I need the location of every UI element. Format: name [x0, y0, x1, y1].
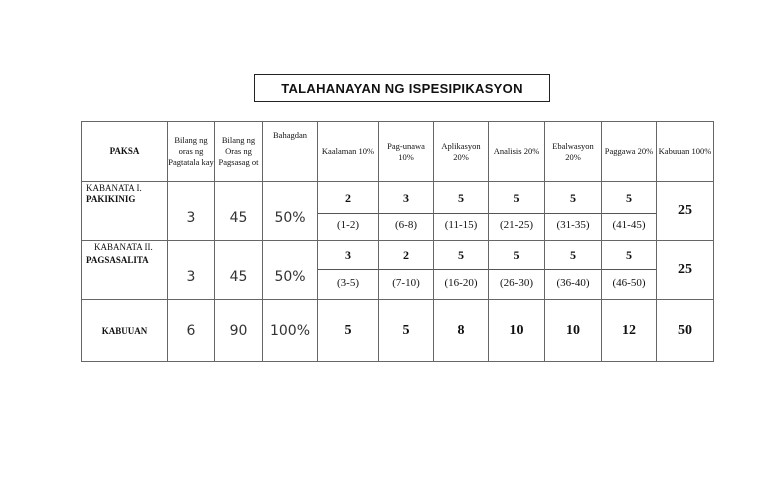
oras-pagsasagot: 45 [215, 182, 263, 241]
item-range: (3-5) [337, 276, 359, 289]
header-bahagdan: Bahagdan [263, 122, 318, 182]
table-row [82, 182, 714, 241]
topic-name: PAGSASALITA [86, 255, 149, 265]
item-cell [379, 182, 434, 241]
item-count: 5 [434, 189, 488, 214]
item-cell [318, 182, 379, 241]
total-pagunawa: 5 [379, 300, 434, 362]
header-paksa: PAKSA [82, 122, 168, 182]
item-cell [434, 241, 489, 300]
item-count: 2 [318, 189, 378, 214]
specification-table [81, 121, 714, 362]
item-range: (16-20) [444, 276, 478, 289]
topic-chapter: KABANATA II. [94, 242, 153, 252]
item-count: 5 [489, 189, 544, 214]
bahagdan: 50% [263, 182, 318, 241]
item-count: 5 [434, 249, 488, 270]
grand-total: 50 [657, 300, 714, 362]
document-title: TALAHANAYAN NG ISPESIPIKASYON [254, 74, 550, 102]
topic-chapter: KABANATA I. [86, 183, 142, 193]
header-aplikasyon: Aplikasyon 20% [434, 122, 489, 182]
item-cell [489, 241, 545, 300]
item-range: (11-15) [444, 218, 478, 231]
header-ebalwasyon: Ebalwasyon 20% [545, 122, 602, 182]
item-count: 3 [379, 189, 433, 214]
oras-pagtatalakay: 3 [168, 241, 215, 300]
item-range: (26-30) [500, 276, 533, 289]
bahagdan: 50% [263, 241, 318, 300]
header-row [82, 122, 714, 182]
item-cell [434, 182, 489, 241]
oras-pagtatalakay: 3 [168, 182, 215, 241]
item-range: (36-40) [556, 276, 590, 289]
item-range: (31-35) [556, 218, 590, 231]
total-bahagdan: 100% [263, 300, 318, 362]
total-aplikasyon: 8 [434, 300, 489, 362]
topic-cell [82, 241, 168, 300]
header-pagunawa: Pag-unawa 10% [379, 122, 434, 182]
row-total: 25 [657, 182, 714, 241]
item-cell [545, 241, 602, 300]
item-count: 5 [489, 249, 544, 270]
item-count: 5 [602, 189, 656, 214]
item-cell [489, 182, 545, 241]
header-paggawa: Paggawa 20% [602, 122, 657, 182]
item-range: (21-25) [500, 218, 533, 231]
header-oras-pagtatalakay: Bilang ng oras ng Pagtatala kay [168, 122, 215, 182]
item-count: 5 [602, 249, 656, 270]
header-kabuuan: Kabuuan 100% [657, 122, 714, 182]
item-range: (46-50) [612, 276, 646, 289]
item-cell [602, 182, 657, 241]
item-count: 5 [545, 249, 601, 270]
row-total: 25 [657, 241, 714, 300]
item-range: (41-45) [612, 218, 646, 231]
topic-cell [82, 182, 168, 241]
totals-row [82, 300, 714, 362]
total-kaalaman: 5 [318, 300, 379, 362]
item-cell [602, 241, 657, 300]
item-cell [545, 182, 602, 241]
total-paggawa: 12 [602, 300, 657, 362]
item-cell [379, 241, 434, 300]
total-analisis: 10 [489, 300, 545, 362]
header-kaalaman: Kaalaman 10% [318, 122, 379, 182]
item-count: 3 [318, 249, 378, 270]
total-ebalwasyon: 10 [545, 300, 602, 362]
item-count: 5 [545, 189, 601, 214]
item-cell [318, 241, 379, 300]
item-range: (1-2) [337, 218, 359, 231]
totals-label: KABUUAN [82, 300, 168, 362]
item-count: 2 [379, 249, 433, 270]
total-oras-pagsasagot: 90 [215, 300, 263, 362]
item-range: (6-8) [395, 218, 417, 231]
table-row [82, 241, 714, 300]
header-analisis: Analisis 20% [489, 122, 545, 182]
item-range: (7-10) [392, 276, 420, 289]
oras-pagsasagot: 45 [215, 241, 263, 300]
header-oras-pagsasagot: Bilang ng Oras ng Pagsasag ot [215, 122, 263, 182]
total-oras-pagtatalakay: 6 [168, 300, 215, 362]
topic-name: PAKIKINIG [86, 194, 136, 204]
